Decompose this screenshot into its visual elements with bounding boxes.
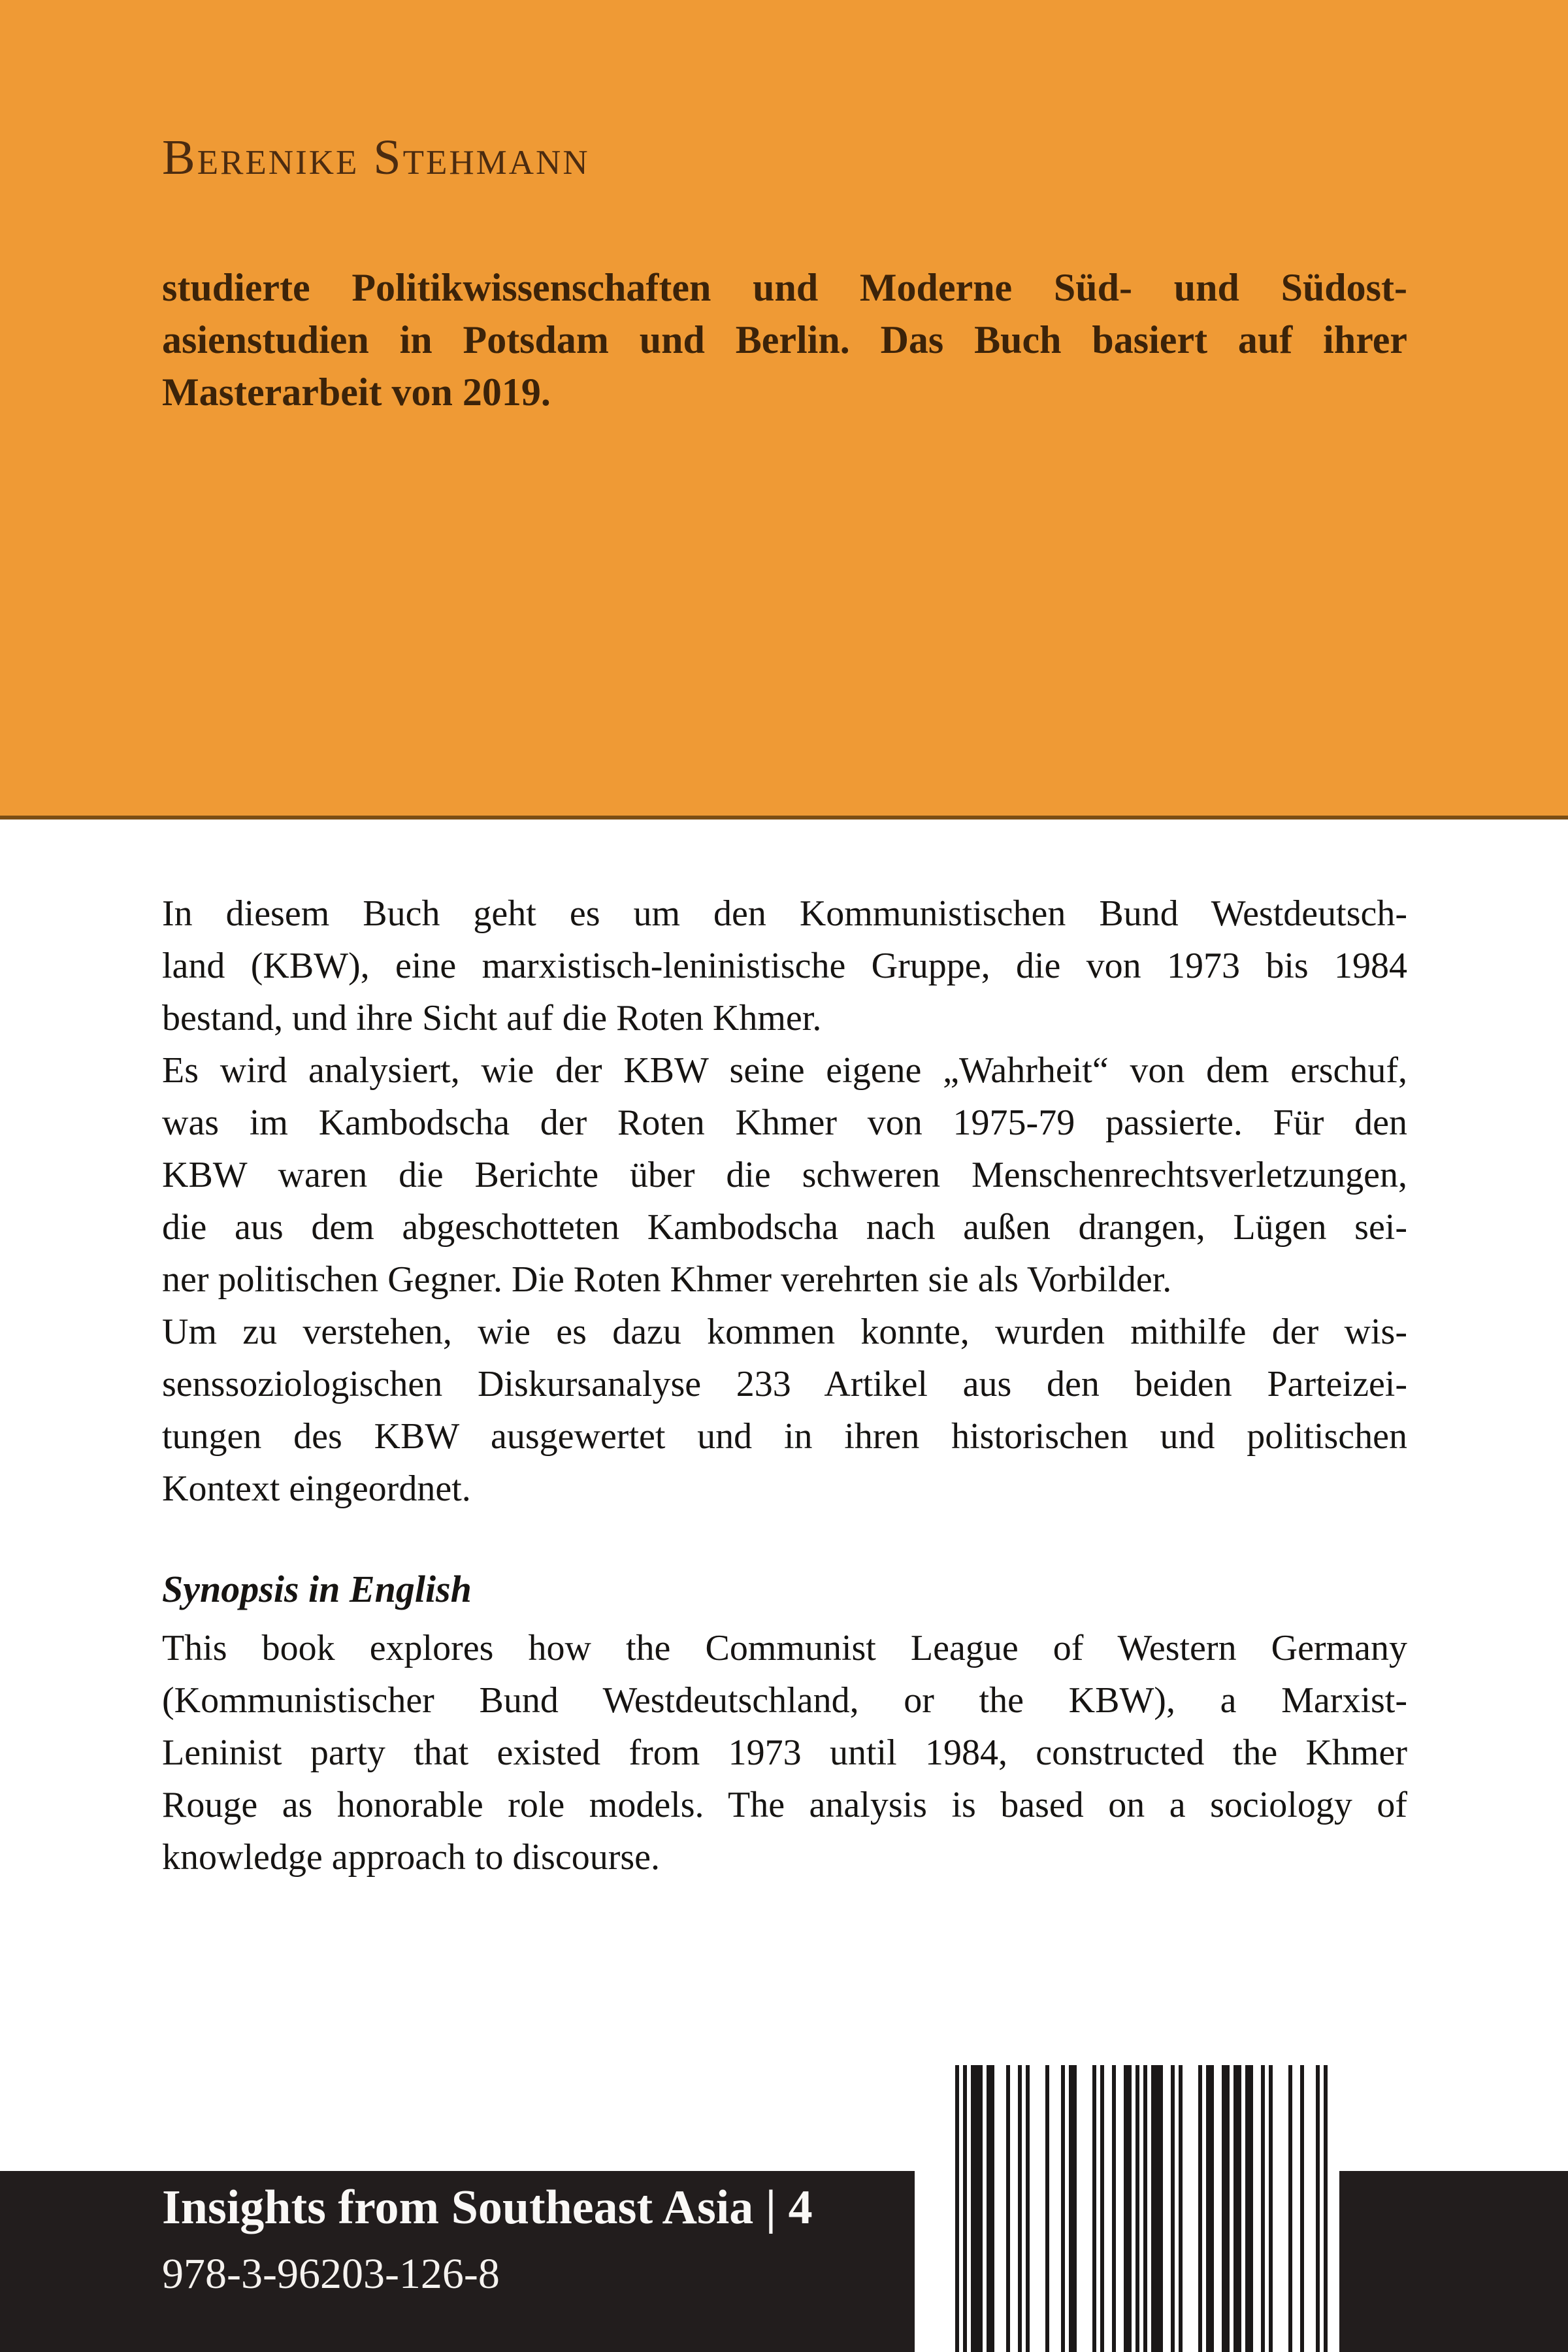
description-line: KBW waren die Berichte über die schweren Menschenrechtsverletzungen, — [162, 1155, 1407, 1195]
bio-line: asienstudien in Potsdam und Berlin. Das Buch basiert auf ihrer — [162, 318, 1407, 361]
description-line: die aus dem abgeschotteten Kambodscha nach außen drangen, Lügen sei- — [162, 1207, 1407, 1248]
description-line: senssoziologischen Diskursanalyse 233 Artikel aus den beiden Parteizei- — [162, 1364, 1407, 1404]
english-synopsis — [162, 1622, 1407, 1883]
synopsis-line: Rouge as honorable role models. The analysis is based on a sociology of — [162, 1785, 1407, 1825]
bio-line: Masterarbeit von 2019. — [162, 371, 551, 414]
synopsis-line: Leninist party that existed from 1973 until 1984, constructed the Khmer — [162, 1732, 1407, 1773]
synopsis-heading: Synopsis in English — [162, 1568, 472, 1610]
barcode — [955, 2065, 1328, 2352]
description-line: tungen des KBW ausgewertet und in ihren historischen und politischen — [162, 1416, 1407, 1457]
description-line: was im Kambodscha der Roten Khmer von 1975-79 passierte. Für den — [162, 1102, 1407, 1143]
author-name: Berenike Stehmann — [162, 130, 590, 185]
description-line: Es wird analysiert, wie der KBW seine eigene „Wahrheit“ von dem erschuf, — [162, 1050, 1407, 1091]
synopsis-line: knowledge approach to discourse. — [162, 1837, 660, 1878]
description-line: Um zu verstehen, wie es dazu kommen konnte, wurden mithilfe der wis- — [162, 1312, 1407, 1352]
isbn-number: 978-3-96203-126-8 — [162, 2250, 500, 2298]
barcode-module — [1324, 2065, 1328, 2352]
orange-header-block — [0, 0, 1568, 820]
german-description — [162, 887, 1407, 1515]
description-line: In diesem Buch geht es um den Kommunistischen Bund Westdeutsch- — [162, 893, 1407, 934]
synopsis-line: This book explores how the Communist League of Western Germany — [162, 1628, 1407, 1668]
bio-line: studierte Politikwissenschaften und Moderne Süd- und Südost- — [162, 266, 1407, 309]
description-line: bestand, und ihre Sicht auf die Roten Khmer. — [162, 998, 822, 1038]
synopsis-line: (Kommunistischer Bund Westdeutschland, or the KBW), a Marxist- — [162, 1680, 1407, 1721]
description-line: Kontext eingeordnet. — [162, 1468, 471, 1509]
series-title: Insights from Southeast Asia | 4 — [162, 2181, 813, 2234]
description-line: land (KBW), eine marxistisch-leninistische Gruppe, die von 1973 bis 1984 — [162, 946, 1407, 986]
author-bio — [162, 261, 1407, 418]
description-line: ner politischen Gegner. Die Roten Khmer verehrten sie als Vorbilder. — [162, 1259, 1172, 1300]
